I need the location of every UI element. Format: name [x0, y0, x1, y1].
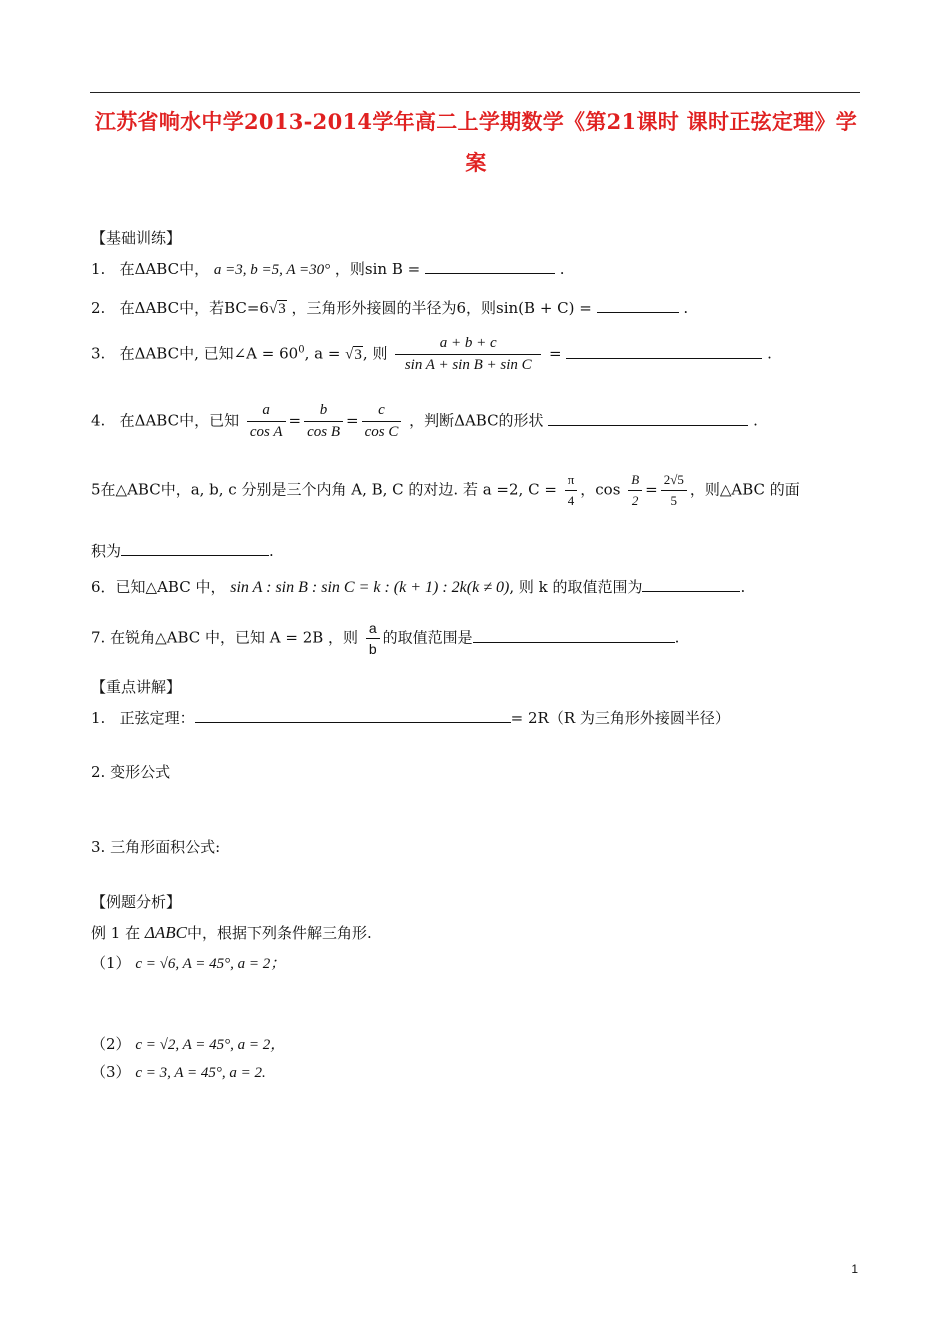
question-4: 4. 在ΔABC中，已知 $\frac{a}{\text{cos A}}$ = $\frac{b}{\text{cos B}}$ = $\frac{c}{\text{cos C}}$ ，判断ΔABC的形状 . [91, 402, 758, 440]
key-point-1 [91, 707, 730, 728]
period: . [559, 260, 565, 278]
fraction [304, 402, 343, 441]
question-text: , 则 [362, 344, 388, 363]
question-text: 在ΔABC中，已知 [119, 411, 240, 430]
document-title-continued: 案 [465, 150, 487, 175]
question-text: ，三角形外接圆的半径为6，则sin(B + C) = [291, 299, 592, 317]
example-part-1 [91, 952, 285, 973]
period: . [683, 299, 689, 317]
answer-blank[interactable] [121, 541, 269, 556]
fraction-numerator: a + b + c [395, 335, 541, 355]
question-text: 5在△ABC中，a, b, c 分别是三个内角 A, B, C 的对边. 若 a =2, C = [91, 480, 557, 499]
answer-blank[interactable] [195, 708, 511, 723]
question-text: 积为 [91, 542, 122, 560]
fraction-denominator: cos A [249, 424, 283, 440]
fraction-denominator: cos B [307, 424, 340, 440]
answer-blank[interactable] [566, 344, 762, 359]
question-text: 6．已知△ABC 中， [91, 578, 226, 596]
question-text: ，cos [580, 480, 621, 499]
period: . [767, 344, 772, 363]
fraction [362, 402, 402, 441]
question-number: 3. [91, 344, 106, 363]
question-number: 1. [91, 260, 106, 278]
triangle-label: ΔABC [144, 923, 187, 942]
superscript: 0 [298, 344, 305, 356]
example-part-2 [91, 1033, 285, 1054]
example-1 [91, 922, 372, 943]
fraction-denominator: b [368, 641, 377, 657]
answer-blank[interactable] [548, 411, 748, 426]
document-title: 江苏省响水中学2013-2014学年高二上学期数学《第21课时 课时正弦定理》学 [94, 109, 858, 134]
fraction [395, 335, 541, 374]
question-text: 在ΔABC中， [119, 260, 210, 278]
fraction [628, 472, 642, 509]
question-5 [91, 472, 800, 509]
example-label: 例 1 在 [91, 924, 141, 942]
point-number: 1. [91, 709, 106, 727]
fraction-numerator: a [366, 620, 380, 639]
fraction-numerator: a [247, 402, 286, 422]
question-text: , a = [304, 344, 346, 363]
radicand: 3 [354, 346, 362, 363]
fraction-denominator: 4 [567, 493, 575, 508]
section-heading-basic: 【基础训练】 [91, 229, 182, 247]
answer-blank[interactable] [597, 298, 679, 313]
fraction-numerator: c [362, 402, 402, 422]
question-7 [91, 620, 679, 657]
part-condition: c = 3, A = 45°, a = 2. [135, 1065, 266, 1081]
fraction [366, 620, 380, 657]
fraction-denominator: 2 [631, 493, 639, 508]
section-heading-examples: 【例题分析】 [91, 893, 182, 911]
question-text: 的取值范围是 [382, 628, 473, 647]
answer-blank[interactable] [642, 577, 740, 592]
period: . [269, 542, 274, 560]
part-condition: c = √6, A = 45°, a = 2； [135, 956, 286, 972]
question-text: 7. 在锐角△ABC 中，已知 A = 2B ，则 [91, 628, 359, 647]
example-text: 中，根据下列条件解三角形. [186, 924, 372, 942]
question-3: 3. 在ΔABC中, 已知∠A = $60^0$, a = √3, 则 $\frac{a + b + c}{\text{sin A + sin B + sin C}}$ = . [91, 335, 772, 373]
fraction [247, 402, 286, 441]
equals: = [549, 344, 562, 363]
section-heading-key: 【重点讲解】 [91, 678, 182, 696]
fraction-denominator: cos C [364, 424, 399, 440]
fraction [661, 472, 687, 509]
question-text: 在ΔABC中, 已知∠A = 60 [119, 344, 299, 363]
question-text: , 则 k 的取值范围为 [509, 578, 643, 596]
part-condition: c = √2, A = 45°, a = 2， [135, 1037, 286, 1053]
answer-blank[interactable] [425, 259, 555, 274]
fraction-numerator: B [628, 472, 642, 491]
period: . [740, 578, 746, 596]
question-2: 2. 在ΔABC中，若BC=6√3 ，三角形外接圆的半径为6，则sin(B + C) = . [91, 299, 689, 317]
key-point-3: 3. 三角形面积公式: [91, 838, 221, 856]
answer-blank[interactable] [473, 628, 675, 643]
equals: = [645, 480, 658, 499]
point-text: = 2R（R 为三角形外接圆半径） [510, 709, 730, 727]
page-number: 1 [851, 1262, 858, 1276]
radicand: 3 [278, 301, 286, 317]
example-part-3 [91, 1061, 266, 1082]
fraction-denominator: sin A + sin B + sin C [404, 357, 532, 373]
question-6 [91, 576, 745, 597]
header-rule [90, 92, 860, 93]
fraction-numerator: 2√5 [661, 472, 687, 491]
period: . [674, 628, 680, 647]
ratio-expression: sin A : sin B : sin C = k : (k + 1) : 2k(k ≠ 0) [230, 579, 510, 596]
question-text: ，判断ΔABC的形状 [409, 411, 544, 430]
question-condition: a =3, b =5, A =30° [213, 262, 331, 278]
question-text: ，则△ABC 的面 [689, 480, 800, 499]
fraction [565, 472, 578, 509]
question-1 [91, 258, 565, 279]
question-number: 4. [91, 411, 106, 430]
fraction-denominator: 5 [670, 493, 678, 508]
period: . [753, 411, 758, 430]
part-label: （3） [91, 1063, 131, 1081]
question-text: ，则sin B = [334, 260, 421, 278]
fraction-numerator: π [565, 472, 578, 491]
part-label: （1） [91, 954, 131, 972]
part-label: （2） [91, 1035, 131, 1053]
question-text: 在ΔABC中，若BC=6 [119, 299, 269, 317]
point-text: 正弦定理： [119, 709, 195, 727]
question-5-continued [91, 540, 274, 561]
question-number: 2. [91, 299, 106, 317]
key-point-2: 2. 变形公式 [91, 763, 171, 781]
fraction-numerator: b [304, 402, 343, 422]
